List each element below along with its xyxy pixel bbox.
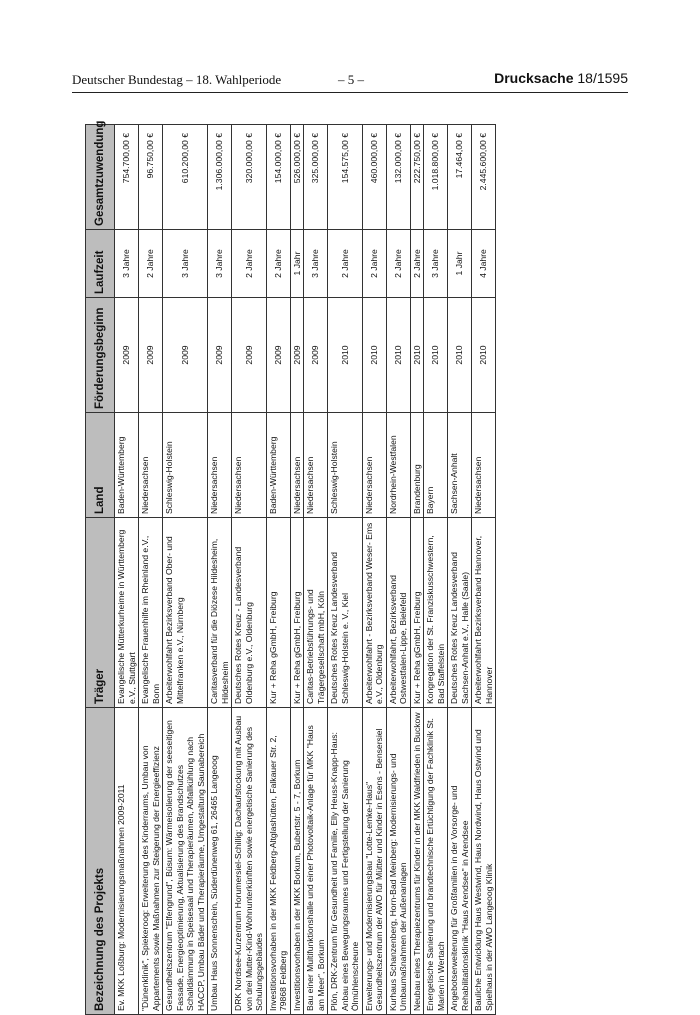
cell-traeger: Evangelische Mütterkurheime in Württemberg e.V., Stuttgart <box>115 518 139 708</box>
col-header-beginn: Förderungsbeginn <box>86 298 115 413</box>
cell-projekt: DRK Nordsee-Kurzentrum Horumersiel-Schillig: Dachaufstockung mit Ausbau von drei Mutter-Kind-Wohnunterkünften sowie energetische Sanierung des Schulungsgebäudes <box>232 708 267 1015</box>
page-number: – 5 – <box>338 72 364 87</box>
cell-land: Niedersachsen <box>472 413 496 518</box>
cell-laufzeit: 2 Jahre <box>328 230 363 298</box>
table-body <box>115 125 496 1015</box>
cell-laufzeit: 1 Jahr <box>448 230 472 298</box>
cell-zuwendung: 96.750,00 € <box>139 125 163 230</box>
cell-zuwendung: 460.000,00 € <box>362 125 386 230</box>
cell-laufzeit: 3 Jahre <box>424 230 448 298</box>
col-header-traeger: Träger <box>86 518 115 708</box>
table-row <box>304 125 328 1015</box>
cell-beginn: 2009 <box>266 298 290 413</box>
table-row <box>115 125 139 1015</box>
cell-land: Niedersachsen <box>139 413 163 518</box>
cell-zuwendung: 320.000,00 € <box>232 125 267 230</box>
table-row <box>290 125 304 1015</box>
cell-land: Niedersachsen <box>208 413 232 518</box>
cell-projekt: Ev. MKK Loßburg: Modernisierungsmaßnahmen 2009-2011 <box>115 708 139 1015</box>
cell-zuwendung: 222.750,00 € <box>410 125 424 230</box>
cell-projekt: Bauliche Entwicklung Haus Westwind, Haus Nordwind, Haus Ostwind und Spielhaus in der AWO Langeoog Klinik <box>472 708 496 1015</box>
table-row <box>232 125 267 1015</box>
cell-traeger: Caritas-Betriebsführungs- und Trägergesellschaft mbH, Köln <box>304 518 328 708</box>
cell-land: Baden-Württemberg <box>115 413 139 518</box>
table-row <box>362 125 386 1015</box>
cell-projekt: Investitionsvorhaben in der MKK Feldberg-Altglashütten, Falkauer Str. 2, 79868 Feldberg <box>266 708 290 1015</box>
cell-projekt: Kurhaus Schanzenberg, Horn-Bad Meinberg: Modernisierungs- und Umbaumaßnahmen der Außenanlagen <box>386 708 410 1015</box>
page-header <box>72 70 628 93</box>
table-row <box>266 125 290 1015</box>
cell-beginn: 2009 <box>290 298 304 413</box>
cell-projekt: Plön, DRK-Zentrum für Gesundheit und Familie, Elly Heuss-Knapp-Haus: Anbau eines Bewegungsraumes und Fertigstellung der Sanierung Ölmühlenscheune <box>328 708 363 1015</box>
cell-laufzeit: 2 Jahre <box>386 230 410 298</box>
cell-projekt: Energetische Sanierung und brandtechnische Ertüchtigung der Fachklinik St. Marien in Wertach <box>424 708 448 1015</box>
cell-beginn: 2010 <box>424 298 448 413</box>
table-header-row <box>86 125 115 1015</box>
cell-land: Nordrhein-Westfalen <box>386 413 410 518</box>
cell-land: Sachsen-Anhalt <box>448 413 472 518</box>
table-row <box>208 125 232 1015</box>
cell-beginn: 2010 <box>410 298 424 413</box>
table-row <box>410 125 424 1015</box>
cell-laufzeit: 2 Jahre <box>362 230 386 298</box>
cell-projekt: Investitionsvorhaben in der MKK Borkum, Bubertstr. 5 - 7, Borkum <box>290 708 304 1015</box>
cell-zuwendung: 610.200,00 € <box>163 125 208 230</box>
cell-zuwendung: 1.306.000,00 € <box>208 125 232 230</box>
cell-laufzeit: 3 Jahre <box>304 230 328 298</box>
cell-traeger: Kur + Reha gGmbH, Freiburg <box>410 518 424 708</box>
cell-zuwendung: 154.000,00 € <box>266 125 290 230</box>
cell-land: Niedersachsen <box>232 413 267 518</box>
cell-zuwendung: 325.000,00 € <box>304 125 328 230</box>
cell-zuwendung: 2.445.600,00 € <box>472 125 496 230</box>
cell-zuwendung: 154.575,00 € <box>328 125 363 230</box>
cell-laufzeit: 2 Jahre <box>139 230 163 298</box>
cell-beginn: 2009 <box>139 298 163 413</box>
cell-land: Schleswig-Holstein <box>328 413 363 518</box>
projects-table <box>85 120 496 1015</box>
table-container <box>85 120 635 1015</box>
cell-beginn: 2010 <box>448 298 472 413</box>
cell-laufzeit: 1 Jahr <box>290 230 304 298</box>
cell-laufzeit: 4 Jahre <box>472 230 496 298</box>
cell-laufzeit: 3 Jahre <box>163 230 208 298</box>
table-row <box>328 125 363 1015</box>
cell-projekt: Angebotserweiterung für Großfamilien in der Vorsorge- und Rehabilitationsklinik "Haus Arendsee" in Arendsee <box>448 708 472 1015</box>
cell-beginn: 2009 <box>232 298 267 413</box>
cell-traeger: Arbeiterwohlfahrt Bezirksverband Ober- und Mittelfranken e.V., Nürnberg <box>163 518 208 708</box>
cell-beginn: 2009 <box>115 298 139 413</box>
cell-zuwendung: 526.000,00 € <box>290 125 304 230</box>
col-header-land: Land <box>86 413 115 518</box>
cell-land: Schleswig-Holstein <box>163 413 208 518</box>
table-row <box>472 125 496 1015</box>
cell-projekt: Bau einer Multifunktionshalle und einer Photovoltaik-Anlage für MKK "Haus am Meer", Borkum <box>304 708 328 1015</box>
cell-beginn: 2010 <box>472 298 496 413</box>
col-header-laufzeit: Laufzeit <box>86 230 115 298</box>
cell-zuwendung: 132.000,00 € <box>386 125 410 230</box>
cell-beginn: 2009 <box>163 298 208 413</box>
cell-land: Baden-Württemberg <box>266 413 290 518</box>
cell-land: Niedersachsen <box>290 413 304 518</box>
cell-zuwendung: 17.464,00 € <box>448 125 472 230</box>
cell-laufzeit: 2 Jahre <box>410 230 424 298</box>
cell-beginn: 2009 <box>304 298 328 413</box>
cell-laufzeit: 3 Jahre <box>115 230 139 298</box>
cell-traeger: Evangelische Frauenhilfe im Rheinland e.V., Bonn <box>139 518 163 708</box>
cell-land: Niedersachsen <box>304 413 328 518</box>
cell-projekt: Neubau eines Therapiezentrums für Kinder in der MKK Waldfrieden in Buckow <box>410 708 424 1015</box>
cell-projekt: Umbau Haus Sonnenschein, Süderdünenweg 61, 26465 Langeoog <box>208 708 232 1015</box>
cell-beginn: 2009 <box>208 298 232 413</box>
cell-laufzeit: 2 Jahre <box>232 230 267 298</box>
cell-projekt: Erweiterungs- und Modernisierungsbau "Lotte-Lemke-Haus" Gesundheitszentrum der AWO für Mütter und Kinder in Esens - Bensersiel <box>362 708 386 1015</box>
cell-traeger: Kongregation der St. Franziskusschwestern, Bad Staffelstein <box>424 518 448 708</box>
cell-traeger: Deutsches Rotes Kreuz Landesverband Sachsen-Anhalt e.V., Halle (Saale) <box>448 518 472 708</box>
col-header-zuwendung: Gesamtzuwendung <box>86 125 115 230</box>
cell-beginn: 2010 <box>386 298 410 413</box>
table-row <box>386 125 410 1015</box>
cell-traeger: Kur + Reha gGmbH, Freiburg <box>266 518 290 708</box>
table-row <box>163 125 208 1015</box>
cell-land: Niedersachsen <box>362 413 386 518</box>
cell-beginn: 2010 <box>362 298 386 413</box>
cell-zuwendung: 754.700,00 € <box>115 125 139 230</box>
cell-traeger: Kur + Reha gGmbH, Freiburg <box>290 518 304 708</box>
table-row <box>139 125 163 1015</box>
rotated-table <box>85 120 635 1015</box>
cell-traeger: Caritasverband für die Diözese Hildesheim, Hildesheim <box>208 518 232 708</box>
table-row <box>448 125 472 1015</box>
cell-land: Bayern <box>424 413 448 518</box>
cell-projekt: Gesundheitszentrum "Elfengrund", Büsum: Wärmeisolierung der seeseitigen Fassade, Energieoptimierung, Aktualisierung des Brandschutzes Schalldämmung in Speisesaal und Therapieräumen, Abfallkühlung nach HACCP, Umbau Bäder und Therapieräume, Umgestaltung Saunabereich <box>163 708 208 1015</box>
document-number <box>494 70 628 86</box>
cell-traeger: Arbeiterwohlfahrt, Bezirksverband Ostwestfalen-Lippe, Bielefeld <box>386 518 410 708</box>
cell-land: Brandenburg <box>410 413 424 518</box>
cell-traeger: Deutsches Rotes Kreuz - Landesverband Oldenburg e.V., Oldenburg <box>232 518 267 708</box>
cell-traeger: Arbeiterwohlfahrt Bezirksverband Hannover, Hannover <box>472 518 496 708</box>
doc-number: 18/1595 <box>577 70 628 86</box>
doc-label: Drucksache <box>494 70 574 86</box>
col-header-projekt: Bezeichnung des Projekts <box>86 708 115 1015</box>
cell-laufzeit: 2 Jahre <box>266 230 290 298</box>
table-row <box>424 125 448 1015</box>
cell-beginn: 2010 <box>328 298 363 413</box>
cell-traeger: Deutsches Rotes Kreuz Landesverband Schleswig-Holstein e. V., Kiel <box>328 518 363 708</box>
cell-zuwendung: 1.018.800,00 € <box>424 125 448 230</box>
cell-laufzeit: 3 Jahre <box>208 230 232 298</box>
cell-projekt: "Dünenklinik", Spiekeroog: Erweiterung des Kinderraums, Umbau von Appartements sowie Maßnahmen zur Steigerung der Energieeffizienz <box>139 708 163 1015</box>
parliament-period: Deutscher Bundestag – 18. Wahlperiode <box>72 72 282 87</box>
cell-traeger: Arbeiterwohlfahrt - Bezirksverband Weser- Ems e.V., Oldenburg <box>362 518 386 708</box>
